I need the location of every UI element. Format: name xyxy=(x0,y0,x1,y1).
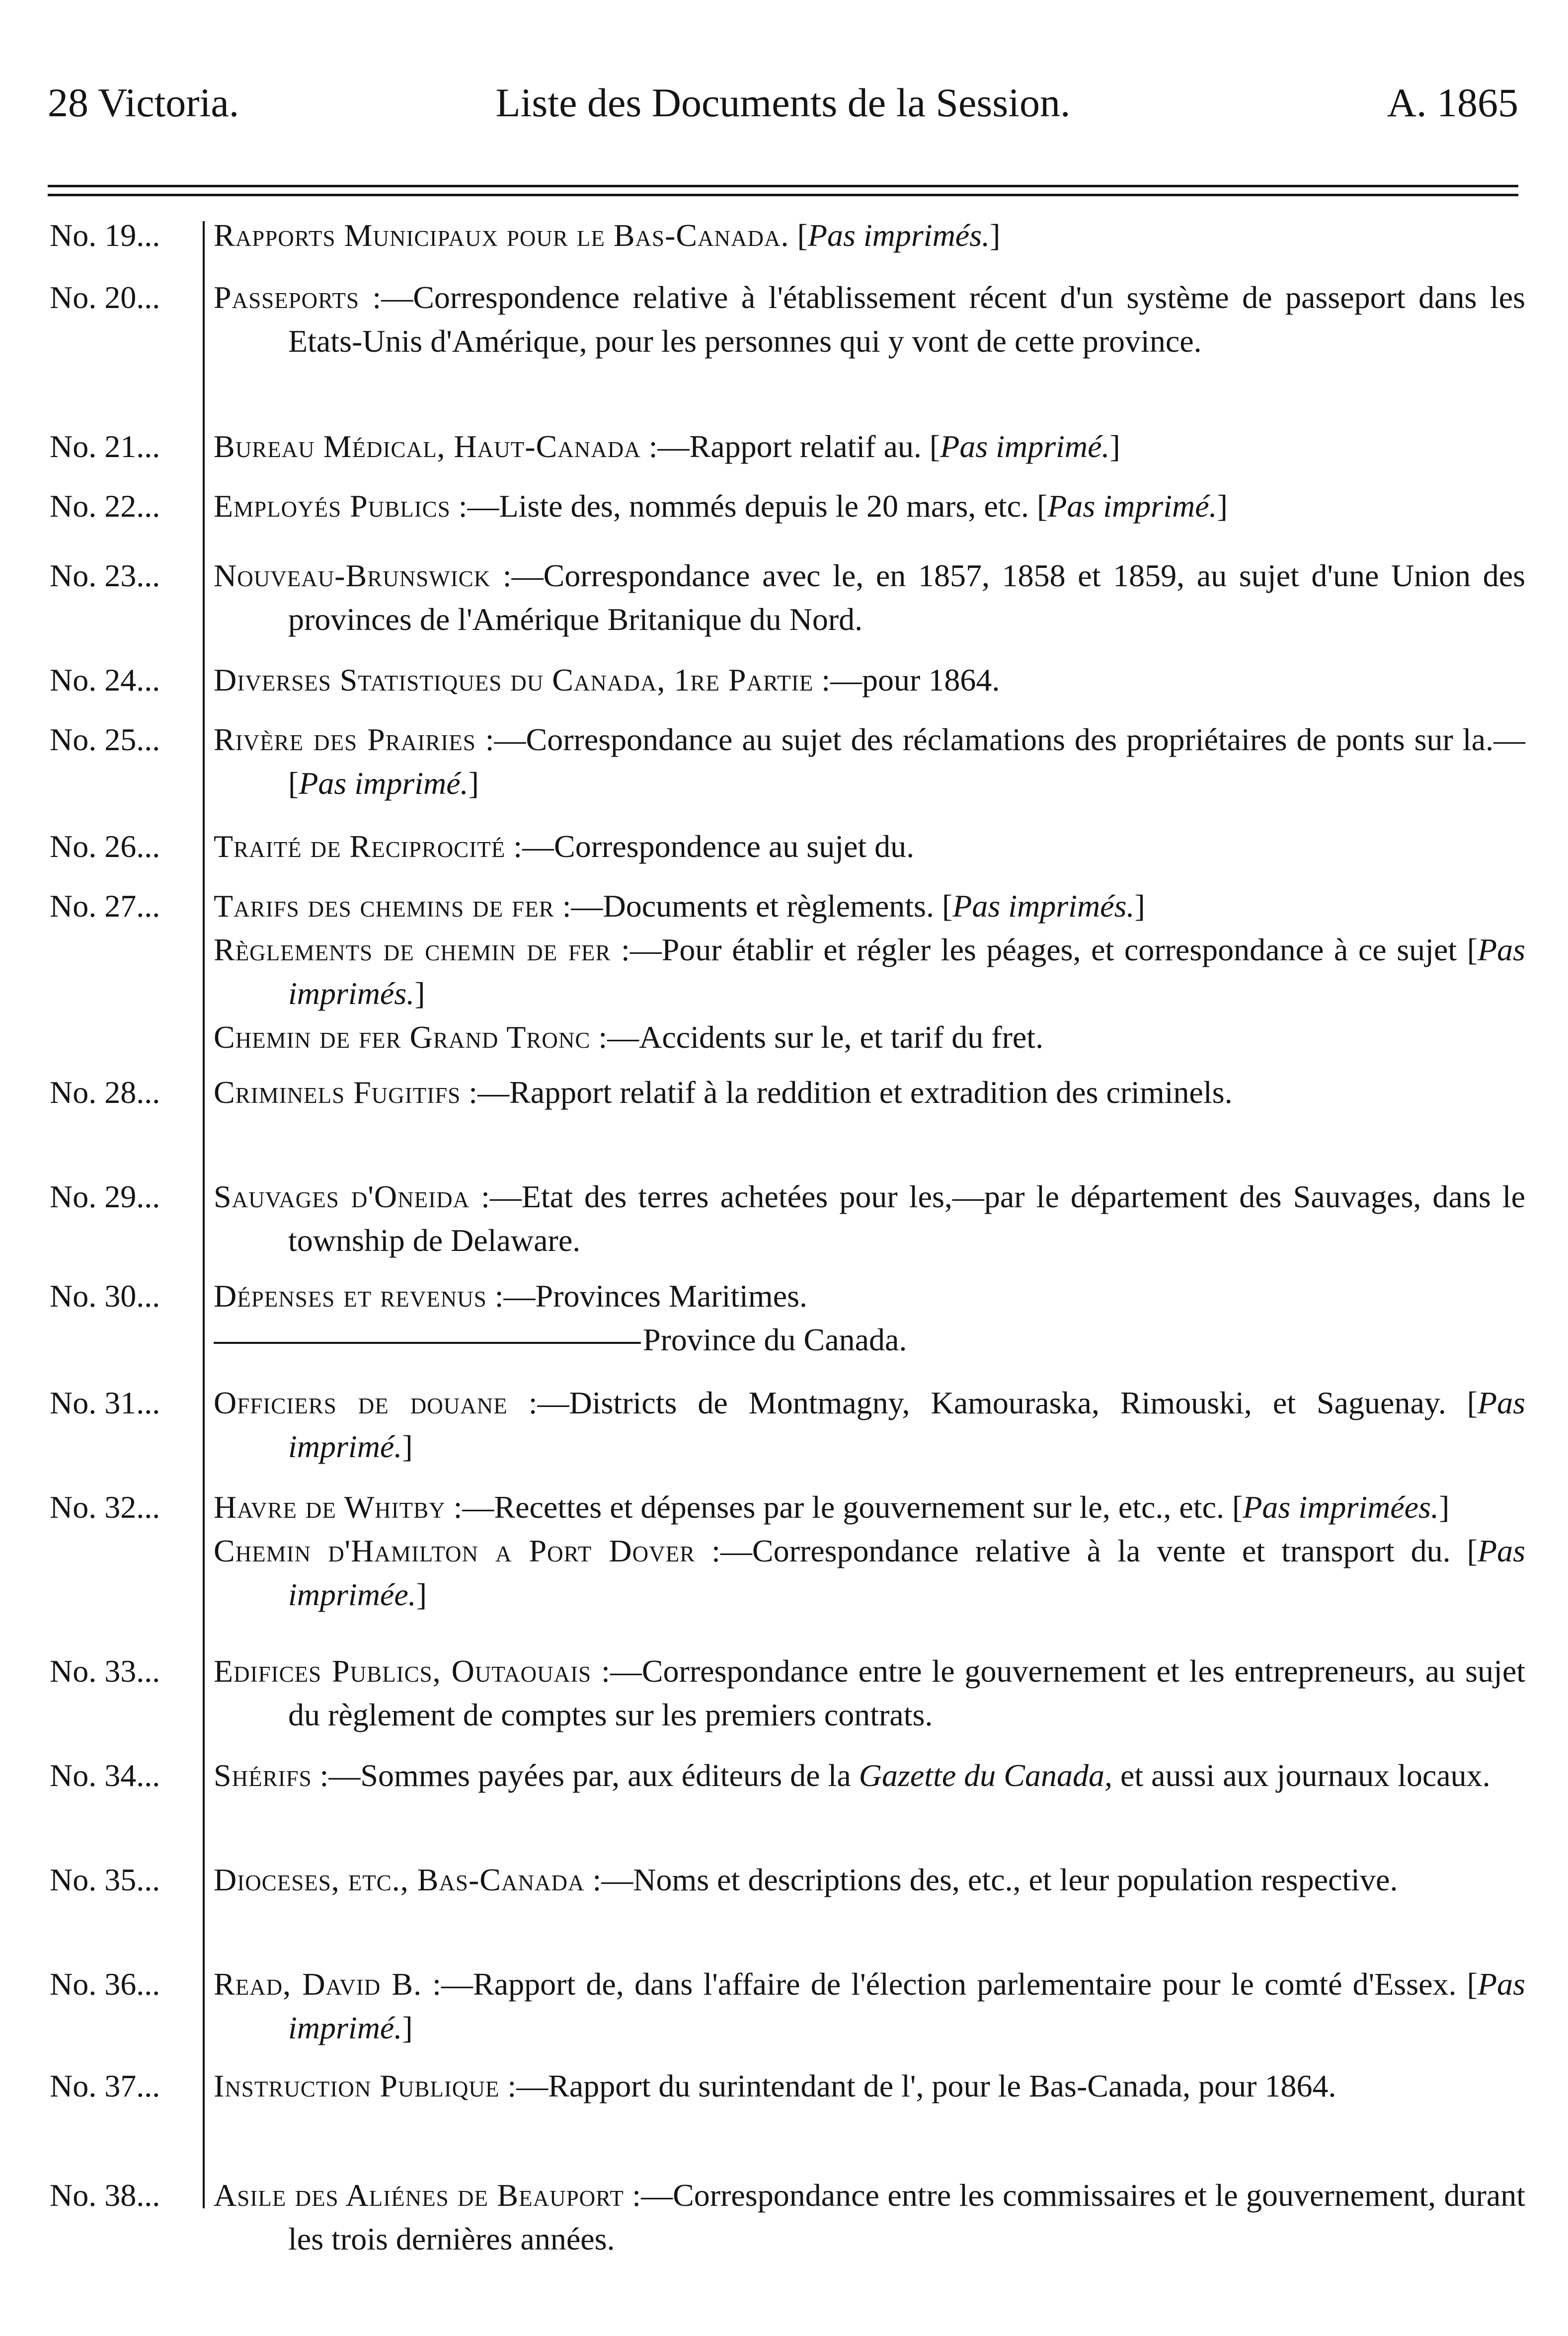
description-paragraph xyxy=(214,2174,1525,2261)
document-number: No. 34... xyxy=(50,1758,160,1793)
document-description xyxy=(214,1175,1525,1262)
document-description xyxy=(214,276,1525,363)
description-paragraph xyxy=(214,718,1525,805)
description-text: :—Rapport du surintendant de l', pour le Bas-Canada, pour 1864. xyxy=(499,2068,1336,2103)
description-text: :—Correspondance relative à la vente et transport du. [ xyxy=(695,1533,1478,1568)
document-subject: Règlements de chemin de fer xyxy=(214,932,611,967)
description-paragraph xyxy=(214,1274,1525,1318)
document-description xyxy=(214,1858,1525,1902)
description-text: :—Correspondance avec le, en 1857, 1858 et 1859, au sujet d'une Union des provinces de l'Amérique Britanique du Nord. xyxy=(288,558,1525,637)
description-paragraph xyxy=(214,658,1525,702)
document-description xyxy=(214,825,1525,868)
document-number: No. 24... xyxy=(50,662,160,698)
description-text: :—Accidents sur le, et tarif du fret. xyxy=(590,1019,1044,1055)
description-text: ] xyxy=(402,1429,413,1464)
document-subject: Rivère des Prairies xyxy=(214,722,476,757)
document-description xyxy=(214,554,1525,641)
document-number: No. 33... xyxy=(50,1653,160,1689)
description-text: :—Rapport relatif à la reddition et extradition des criminels. xyxy=(461,1075,1233,1110)
print-status-note: Pas imprimés. xyxy=(952,888,1135,924)
document-subject: Criminels Fugitifs xyxy=(214,1075,461,1110)
description-paragraph xyxy=(214,1754,1525,1797)
header-year: A. 1865 xyxy=(1387,80,1518,125)
description-text: :—Correspondance entre le gouvernement et les entrepreneurs, au sujet du règlement de comptes sur les premiers contrats. xyxy=(288,1653,1526,1732)
document-subject: Instruction Publique xyxy=(214,2068,500,2103)
document-subject: Bureau Médical, Haut-Canada xyxy=(214,429,641,464)
document-subject: Tarifs des chemins de fer xyxy=(214,888,554,924)
document-number: No. 23... xyxy=(50,558,160,593)
print-status-note: Pas imprimé. xyxy=(1047,488,1217,524)
description-text: [ xyxy=(789,218,808,253)
document-subject: Chemin de fer Grand Tronc xyxy=(214,1019,591,1055)
description-text: et aussi aux journaux locaux. xyxy=(1112,1758,1490,1793)
description-paragraph xyxy=(214,554,1525,641)
document-number: No. 37... xyxy=(50,2068,160,2103)
document-description xyxy=(214,1962,1525,2050)
document-subject: Employés Publics xyxy=(214,488,451,524)
document-number: No. 19... xyxy=(50,218,160,253)
header-rule xyxy=(48,185,1518,187)
document-number: No. 32... xyxy=(50,1489,160,1525)
description-paragraph xyxy=(214,1071,1525,1114)
document-number: No. 30... xyxy=(50,1278,160,1314)
document-number: No. 27... xyxy=(50,888,160,924)
header-title: Liste des Documents de la Session. xyxy=(495,80,1071,125)
document-number: No. 36... xyxy=(50,1966,160,2002)
description-text: ] xyxy=(990,218,1001,253)
description-paragraph xyxy=(214,1858,1525,1902)
document-description xyxy=(214,884,1525,1059)
document-number: No. 26... xyxy=(50,829,160,864)
description-paragraph xyxy=(214,1015,1525,1059)
document-subject: Havre de Whitby xyxy=(214,1489,446,1525)
print-status-note: Pas imprimés. xyxy=(807,218,990,253)
description-paragraph xyxy=(214,1175,1525,1262)
header-rule xyxy=(48,194,1518,196)
description-paragraph xyxy=(214,1649,1525,1737)
description-text: ] xyxy=(1109,429,1120,464)
document-subject: Diverses Statistiques du Canada, 1re Partie xyxy=(214,662,814,698)
document-description xyxy=(214,2174,1525,2261)
document-subject: Rapports Municipaux pour le Bas-Canada. xyxy=(214,218,789,253)
document-description xyxy=(214,718,1525,805)
description-paragraph xyxy=(214,484,1525,528)
document-description xyxy=(214,658,1525,702)
document-description xyxy=(214,214,1525,257)
print-status-note: Pas imprimés. xyxy=(288,932,1526,1011)
document-number: No. 38... xyxy=(50,2178,160,2213)
document-subject: Traité de Reciprocité xyxy=(214,829,506,864)
description-paragraph xyxy=(214,928,1525,1015)
description-paragraph xyxy=(214,425,1525,468)
column-divider xyxy=(203,221,205,2208)
print-status-note: Pas imprimées. xyxy=(1243,1489,1439,1525)
description-paragraph xyxy=(214,1485,1525,1529)
description-text: :—Correspondence relative à l'établissement récent d'un système de passeport dans les Etats-Unis d'Amérique, pour les personnes qui y vont de cette province. xyxy=(288,280,1525,359)
description-text: :—Pour établir et régler les péages, et correspondance à ce sujet [ xyxy=(611,932,1478,967)
description-paragraph xyxy=(214,884,1525,928)
document-number: No. 29... xyxy=(50,1179,160,1214)
print-status-note: Pas imprimé. xyxy=(288,1966,1525,2045)
document-description xyxy=(214,1485,1525,1617)
document-subject: Nouveau-Brunswick xyxy=(214,558,491,593)
description-text: :—Documents et règlements. [ xyxy=(554,888,953,924)
description-paragraph xyxy=(214,1529,1525,1617)
description-text: :—Correspondence au sujet du. xyxy=(505,829,915,864)
document-number: No. 20... xyxy=(50,280,160,315)
document-description xyxy=(214,1381,1525,1469)
document-number: No. 25... xyxy=(50,722,160,757)
description-paragraph xyxy=(214,214,1525,257)
description-text: :—Sommes payées par, aux éditeurs de la xyxy=(312,1758,859,1793)
description-paragraph xyxy=(214,276,1525,363)
description-text: :—Districts de Montmagny, Kamouraska, Rimouski, et Saguenay. [ xyxy=(507,1385,1478,1420)
description-paragraph xyxy=(214,1962,1525,2050)
document-subject: Dépenses et revenus xyxy=(214,1278,487,1314)
description-text: :—Rapport de, dans l'affaire de l'élection parlementaire pour le comté d'Essex. [ xyxy=(422,1966,1478,2002)
description-text: :—Noms et descriptions des, etc., et leur population respective. xyxy=(584,1862,1398,1897)
print-status-note: Pas imprimé. xyxy=(288,1385,1526,1464)
document-number: No. 22... xyxy=(50,488,160,524)
description-text: ] xyxy=(1438,1489,1450,1525)
description-paragraph xyxy=(214,2064,1525,2108)
document-description xyxy=(214,1274,1525,1362)
description-text: Province du Canada. xyxy=(643,1322,907,1357)
description-text: :—Recettes et dépenses par le gouvernement sur le, etc., etc. [ xyxy=(445,1489,1243,1525)
description-paragraph xyxy=(214,825,1525,868)
description-text: ] xyxy=(414,976,425,1011)
description-text: :—Correspondance au sujet des réclamations des propriétaires de ponts sur la.—[ xyxy=(288,722,1525,801)
description-text: :—Provinces Maritimes. xyxy=(486,1278,807,1314)
document-subject: Passeports xyxy=(214,280,359,315)
document-subject: Shérifs xyxy=(214,1758,312,1793)
document-number: No. 21... xyxy=(50,429,160,464)
print-status-note: Pas imprimé. xyxy=(299,766,469,801)
page-header xyxy=(48,79,1518,144)
document-number: No. 35... xyxy=(50,1862,160,1897)
description-text: ] xyxy=(468,766,479,801)
document-number: No. 28... xyxy=(50,1075,160,1110)
description-text: :—Correspondance entre les commissaires et le gouvernement, durant les trois dernières années. xyxy=(288,2178,1526,2257)
document-description xyxy=(214,484,1525,528)
description-text: :—Rapport relatif au. [ xyxy=(640,429,941,464)
document-description xyxy=(214,1649,1525,1737)
description-text: ] xyxy=(1217,488,1228,524)
description-text: ] xyxy=(416,1577,427,1612)
print-status-note: Pas imprimée. xyxy=(288,1533,1525,1612)
description-text: :—Etat des terres achetées pour les,—par le département des Sauvages, dans le township de Delaware. xyxy=(288,1179,1525,1258)
description-text: :—Liste des, nommés depuis le 20 mars, etc. [ xyxy=(450,488,1048,524)
document-subject: Asile des Aliénes de Beauport xyxy=(214,2178,624,2213)
document-subject: Officiers de douane xyxy=(214,1385,508,1420)
document-description xyxy=(214,1754,1525,1797)
description-text: ] xyxy=(1134,888,1145,924)
document-description xyxy=(214,1071,1525,1114)
print-status-note: Gazette du Canada, xyxy=(859,1758,1112,1793)
header-volume: 28 Victoria. xyxy=(48,80,239,125)
document-subject: Edifices Publics, Outaouais xyxy=(214,1653,592,1689)
document-number: No. 31... xyxy=(50,1385,160,1420)
document-subject: Sauvages d'Oneida xyxy=(214,1179,470,1214)
print-status-note: Pas imprimé. xyxy=(940,429,1110,464)
description-paragraph xyxy=(214,1381,1525,1469)
document-description xyxy=(214,2064,1525,2108)
document-subject: Read, David B. xyxy=(214,1966,422,2002)
document-description xyxy=(214,425,1525,468)
description-text: ] xyxy=(402,2010,413,2045)
description-text: :—pour 1864. xyxy=(813,662,1000,698)
document-subject: Dioceses, etc., Bas-Canada xyxy=(214,1862,585,1897)
description-paragraph xyxy=(214,1318,1525,1362)
document-subject: Chemin d'Hamilton a Port Dover xyxy=(214,1533,696,1568)
ditto-rule xyxy=(214,1342,641,1344)
